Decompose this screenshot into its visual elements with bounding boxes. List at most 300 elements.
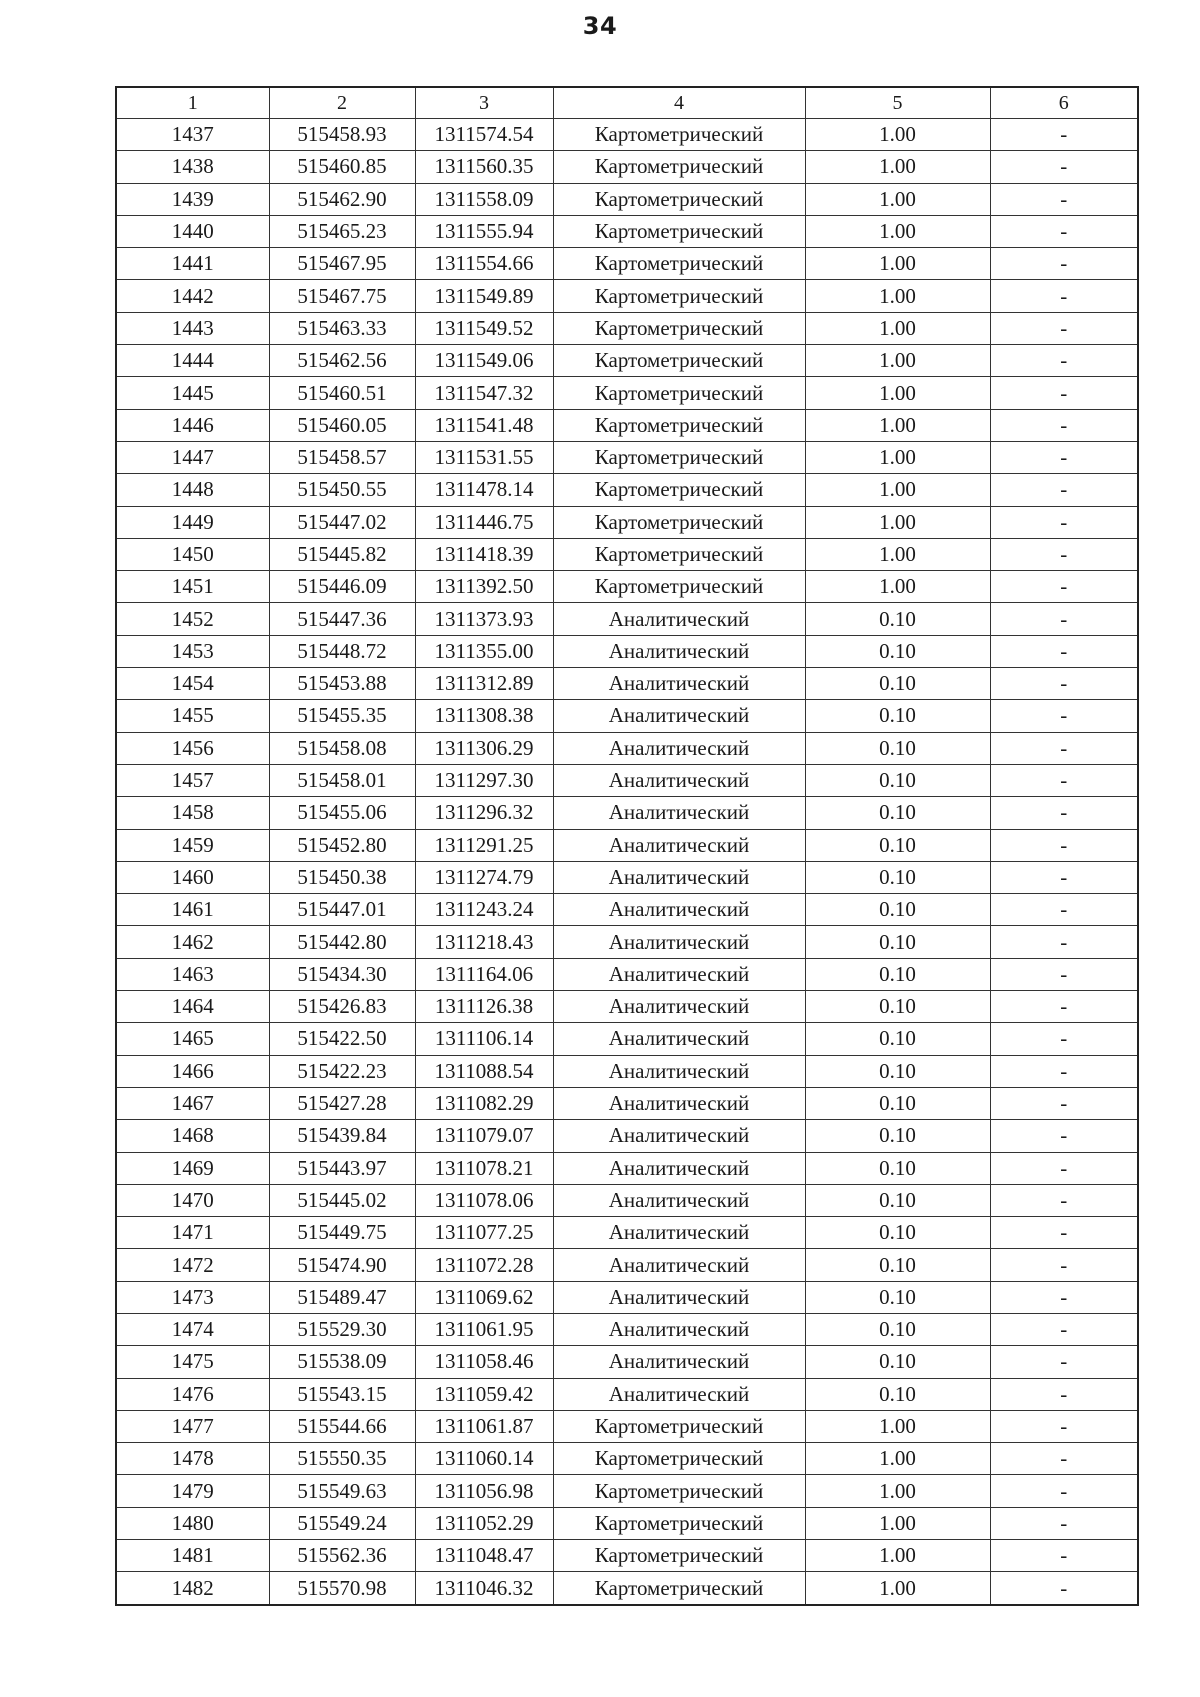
x-coordinate-cell: 515447.01 (269, 894, 415, 926)
y-coordinate-cell: 1311059.42 (415, 1378, 553, 1410)
table-row (116, 409, 1138, 441)
accuracy-cell: 0.10 (805, 991, 990, 1023)
table-row (116, 345, 1138, 377)
x-coordinate-cell: 515544.66 (269, 1410, 415, 1442)
table-row (116, 215, 1138, 247)
y-coordinate-cell: 1311078.06 (415, 1184, 553, 1216)
method-cell: Аналитический (553, 603, 805, 635)
table-row (116, 1540, 1138, 1572)
table-row (116, 1475, 1138, 1507)
table-row (116, 861, 1138, 893)
note-cell: - (990, 894, 1138, 926)
note-cell: - (990, 1475, 1138, 1507)
x-coordinate-cell: 515489.47 (269, 1281, 415, 1313)
note-cell: - (990, 1184, 1138, 1216)
table-row (116, 119, 1138, 151)
accuracy-cell: 0.10 (805, 861, 990, 893)
table-row (116, 1507, 1138, 1539)
x-coordinate-cell: 515455.06 (269, 797, 415, 829)
y-coordinate-cell: 1311312.89 (415, 668, 553, 700)
accuracy-cell: 0.10 (805, 797, 990, 829)
accuracy-cell: 1.00 (805, 409, 990, 441)
accuracy-cell: 1.00 (805, 1572, 990, 1605)
x-coordinate-cell: 515474.90 (269, 1249, 415, 1281)
note-cell: - (990, 1249, 1138, 1281)
y-coordinate-cell: 1311306.29 (415, 732, 553, 764)
point-number-cell: 1469 (116, 1152, 269, 1184)
table-row (116, 280, 1138, 312)
method-cell: Картометрический (553, 248, 805, 280)
table-row (116, 1217, 1138, 1249)
method-cell: Аналитический (553, 1378, 805, 1410)
note-cell: - (990, 926, 1138, 958)
note-cell: - (990, 1410, 1138, 1442)
accuracy-cell: 0.10 (805, 732, 990, 764)
x-coordinate-cell: 515458.01 (269, 764, 415, 796)
point-number-cell: 1444 (116, 345, 269, 377)
method-cell: Аналитический (553, 1087, 805, 1119)
x-coordinate-cell: 515529.30 (269, 1313, 415, 1345)
note-cell: - (990, 1087, 1138, 1119)
accuracy-cell: 1.00 (805, 377, 990, 409)
coordinates-table (115, 86, 1139, 1606)
table-row (116, 1572, 1138, 1605)
method-cell: Картометрический (553, 441, 805, 473)
note-cell: - (990, 1346, 1138, 1378)
table-body (116, 119, 1138, 1605)
y-coordinate-cell: 1311549.06 (415, 345, 553, 377)
table-row (116, 183, 1138, 215)
x-coordinate-cell: 515452.80 (269, 829, 415, 861)
point-number-cell: 1447 (116, 441, 269, 473)
note-cell: - (990, 183, 1138, 215)
accuracy-cell: 1.00 (805, 183, 990, 215)
accuracy-cell: 1.00 (805, 1540, 990, 1572)
x-coordinate-cell: 515439.84 (269, 1120, 415, 1152)
table-row (116, 1055, 1138, 1087)
point-number-cell: 1445 (116, 377, 269, 409)
point-number-cell: 1448 (116, 474, 269, 506)
method-cell: Картометрический (553, 215, 805, 247)
method-cell: Аналитический (553, 1152, 805, 1184)
point-number-cell: 1460 (116, 861, 269, 893)
note-cell: - (990, 861, 1138, 893)
table-row (116, 926, 1138, 958)
table-row (116, 1410, 1138, 1442)
y-coordinate-cell: 1311046.32 (415, 1572, 553, 1605)
point-number-cell: 1470 (116, 1184, 269, 1216)
y-coordinate-cell: 1311060.14 (415, 1443, 553, 1475)
accuracy-cell: 0.10 (805, 1217, 990, 1249)
accuracy-cell: 0.10 (805, 894, 990, 926)
x-coordinate-cell: 515442.80 (269, 926, 415, 958)
column-header-2: 2 (269, 87, 415, 119)
method-cell: Картометрический (553, 1443, 805, 1475)
note-cell: - (990, 280, 1138, 312)
table-row (116, 700, 1138, 732)
method-cell: Аналитический (553, 732, 805, 764)
x-coordinate-cell: 515543.15 (269, 1378, 415, 1410)
accuracy-cell: 1.00 (805, 1410, 990, 1442)
accuracy-cell: 1.00 (805, 1475, 990, 1507)
note-cell: - (990, 345, 1138, 377)
table-row (116, 1120, 1138, 1152)
table-row (116, 377, 1138, 409)
note-cell: - (990, 1281, 1138, 1313)
accuracy-cell: 1.00 (805, 474, 990, 506)
table-row (116, 474, 1138, 506)
note-cell: - (990, 1507, 1138, 1539)
y-coordinate-cell: 1311048.47 (415, 1540, 553, 1572)
point-number-cell: 1458 (116, 797, 269, 829)
note-cell: - (990, 215, 1138, 247)
x-coordinate-cell: 515422.50 (269, 1023, 415, 1055)
method-cell: Аналитический (553, 1023, 805, 1055)
table-row (116, 991, 1138, 1023)
accuracy-cell: 0.10 (805, 958, 990, 990)
method-cell: Картометрический (553, 1572, 805, 1605)
point-number-cell: 1464 (116, 991, 269, 1023)
accuracy-cell: 1.00 (805, 119, 990, 151)
method-cell: Аналитический (553, 797, 805, 829)
point-number-cell: 1439 (116, 183, 269, 215)
point-number-cell: 1482 (116, 1572, 269, 1605)
header-row (116, 87, 1138, 119)
method-cell: Аналитический (553, 926, 805, 958)
y-coordinate-cell: 1311061.87 (415, 1410, 553, 1442)
point-number-cell: 1467 (116, 1087, 269, 1119)
x-coordinate-cell: 515443.97 (269, 1152, 415, 1184)
accuracy-cell: 1.00 (805, 248, 990, 280)
table-row (116, 1023, 1138, 1055)
note-cell: - (990, 409, 1138, 441)
accuracy-cell: 0.10 (805, 1120, 990, 1152)
column-header-5: 5 (805, 87, 990, 119)
point-number-cell: 1463 (116, 958, 269, 990)
method-cell: Картометрический (553, 409, 805, 441)
y-coordinate-cell: 1311531.55 (415, 441, 553, 473)
x-coordinate-cell: 515446.09 (269, 571, 415, 603)
table-row (116, 538, 1138, 570)
x-coordinate-cell: 515460.51 (269, 377, 415, 409)
table-row (116, 571, 1138, 603)
y-coordinate-cell: 1311106.14 (415, 1023, 553, 1055)
note-cell: - (990, 991, 1138, 1023)
y-coordinate-cell: 1311056.98 (415, 1475, 553, 1507)
y-coordinate-cell: 1311418.39 (415, 538, 553, 570)
x-coordinate-cell: 515550.35 (269, 1443, 415, 1475)
y-coordinate-cell: 1311069.62 (415, 1281, 553, 1313)
note-cell: - (990, 151, 1138, 183)
note-cell: - (990, 958, 1138, 990)
point-number-cell: 1473 (116, 1281, 269, 1313)
x-coordinate-cell: 515467.95 (269, 248, 415, 280)
x-coordinate-cell: 515445.02 (269, 1184, 415, 1216)
point-number-cell: 1456 (116, 732, 269, 764)
x-coordinate-cell: 515463.33 (269, 312, 415, 344)
x-coordinate-cell: 515427.28 (269, 1087, 415, 1119)
table-row (116, 668, 1138, 700)
note-cell: - (990, 764, 1138, 796)
y-coordinate-cell: 1311549.89 (415, 280, 553, 312)
method-cell: Аналитический (553, 1346, 805, 1378)
x-coordinate-cell: 515549.63 (269, 1475, 415, 1507)
table-row (116, 797, 1138, 829)
x-coordinate-cell: 515447.36 (269, 603, 415, 635)
point-number-cell: 1476 (116, 1378, 269, 1410)
table-row (116, 441, 1138, 473)
point-number-cell: 1443 (116, 312, 269, 344)
y-coordinate-cell: 1311446.75 (415, 506, 553, 538)
x-coordinate-cell: 515462.90 (269, 183, 415, 215)
method-cell: Картометрический (553, 151, 805, 183)
method-cell: Картометрический (553, 1475, 805, 1507)
accuracy-cell: 0.10 (805, 1378, 990, 1410)
x-coordinate-cell: 515450.38 (269, 861, 415, 893)
method-cell: Картометрический (553, 183, 805, 215)
x-coordinate-cell: 515460.85 (269, 151, 415, 183)
note-cell: - (990, 571, 1138, 603)
x-coordinate-cell: 515460.05 (269, 409, 415, 441)
method-cell: Картометрический (553, 538, 805, 570)
method-cell: Аналитический (553, 894, 805, 926)
note-cell: - (990, 506, 1138, 538)
y-coordinate-cell: 1311555.94 (415, 215, 553, 247)
point-number-cell: 1454 (116, 668, 269, 700)
x-coordinate-cell: 515449.75 (269, 1217, 415, 1249)
table-row (116, 1152, 1138, 1184)
x-coordinate-cell: 515467.75 (269, 280, 415, 312)
accuracy-cell: 0.10 (805, 603, 990, 635)
method-cell: Картометрический (553, 312, 805, 344)
note-cell: - (990, 1055, 1138, 1087)
point-number-cell: 1466 (116, 1055, 269, 1087)
accuracy-cell: 1.00 (805, 538, 990, 570)
note-cell: - (990, 1313, 1138, 1345)
point-number-cell: 1477 (116, 1410, 269, 1442)
method-cell: Картометрический (553, 1410, 805, 1442)
x-coordinate-cell: 515448.72 (269, 635, 415, 667)
note-cell: - (990, 1378, 1138, 1410)
y-coordinate-cell: 1311077.25 (415, 1217, 553, 1249)
y-coordinate-cell: 1311082.29 (415, 1087, 553, 1119)
point-number-cell: 1468 (116, 1120, 269, 1152)
table-row (116, 1346, 1138, 1378)
table-row (116, 506, 1138, 538)
method-cell: Картометрический (553, 345, 805, 377)
point-number-cell: 1461 (116, 894, 269, 926)
note-cell: - (990, 377, 1138, 409)
y-coordinate-cell: 1311541.48 (415, 409, 553, 441)
accuracy-cell: 1.00 (805, 345, 990, 377)
x-coordinate-cell: 515445.82 (269, 538, 415, 570)
accuracy-cell: 1.00 (805, 506, 990, 538)
accuracy-cell: 0.10 (805, 1346, 990, 1378)
y-coordinate-cell: 1311308.38 (415, 700, 553, 732)
method-cell: Аналитический (553, 1055, 805, 1087)
x-coordinate-cell: 515458.57 (269, 441, 415, 473)
point-number-cell: 1438 (116, 151, 269, 183)
note-cell: - (990, 1540, 1138, 1572)
accuracy-cell: 1.00 (805, 441, 990, 473)
note-cell: - (990, 1120, 1138, 1152)
note-cell: - (990, 732, 1138, 764)
accuracy-cell: 1.00 (805, 571, 990, 603)
table-header (116, 87, 1138, 119)
y-coordinate-cell: 1311072.28 (415, 1249, 553, 1281)
x-coordinate-cell: 515422.23 (269, 1055, 415, 1087)
note-cell: - (990, 312, 1138, 344)
point-number-cell: 1472 (116, 1249, 269, 1281)
y-coordinate-cell: 1311560.35 (415, 151, 553, 183)
accuracy-cell: 0.10 (805, 764, 990, 796)
accuracy-cell: 1.00 (805, 1443, 990, 1475)
table-row (116, 312, 1138, 344)
point-number-cell: 1451 (116, 571, 269, 603)
method-cell: Картометрический (553, 571, 805, 603)
method-cell: Аналитический (553, 991, 805, 1023)
x-coordinate-cell: 515465.23 (269, 215, 415, 247)
note-cell: - (990, 441, 1138, 473)
method-cell: Аналитический (553, 1249, 805, 1281)
y-coordinate-cell: 1311547.32 (415, 377, 553, 409)
point-number-cell: 1479 (116, 1475, 269, 1507)
table-row (116, 1443, 1138, 1475)
point-number-cell: 1471 (116, 1217, 269, 1249)
y-coordinate-cell: 1311218.43 (415, 926, 553, 958)
y-coordinate-cell: 1311274.79 (415, 861, 553, 893)
y-coordinate-cell: 1311373.93 (415, 603, 553, 635)
accuracy-cell: 0.10 (805, 1152, 990, 1184)
x-coordinate-cell: 515538.09 (269, 1346, 415, 1378)
x-coordinate-cell: 515462.56 (269, 345, 415, 377)
y-coordinate-cell: 1311079.07 (415, 1120, 553, 1152)
accuracy-cell: 0.10 (805, 1313, 990, 1345)
note-cell: - (990, 1217, 1138, 1249)
note-cell: - (990, 1023, 1138, 1055)
table-row (116, 958, 1138, 990)
method-cell: Картометрический (553, 474, 805, 506)
table-row (116, 732, 1138, 764)
x-coordinate-cell: 515450.55 (269, 474, 415, 506)
method-cell: Картометрический (553, 506, 805, 538)
note-cell: - (990, 1572, 1138, 1605)
y-coordinate-cell: 1311478.14 (415, 474, 553, 506)
x-coordinate-cell: 515458.08 (269, 732, 415, 764)
y-coordinate-cell: 1311392.50 (415, 571, 553, 603)
accuracy-cell: 0.10 (805, 1087, 990, 1119)
point-number-cell: 1440 (116, 215, 269, 247)
method-cell: Аналитический (553, 764, 805, 796)
method-cell: Картометрический (553, 1540, 805, 1572)
point-number-cell: 1457 (116, 764, 269, 796)
point-number-cell: 1480 (116, 1507, 269, 1539)
accuracy-cell: 0.10 (805, 700, 990, 732)
note-cell: - (990, 635, 1138, 667)
y-coordinate-cell: 1311558.09 (415, 183, 553, 215)
accuracy-cell: 0.10 (805, 668, 990, 700)
method-cell: Аналитический (553, 958, 805, 990)
accuracy-cell: 1.00 (805, 215, 990, 247)
method-cell: Аналитический (553, 1281, 805, 1313)
note-cell: - (990, 119, 1138, 151)
table-row (116, 635, 1138, 667)
y-coordinate-cell: 1311126.38 (415, 991, 553, 1023)
x-coordinate-cell: 515458.93 (269, 119, 415, 151)
x-coordinate-cell: 515455.35 (269, 700, 415, 732)
point-number-cell: 1442 (116, 280, 269, 312)
table-row (116, 764, 1138, 796)
x-coordinate-cell: 515570.98 (269, 1572, 415, 1605)
table-row (116, 1378, 1138, 1410)
point-number-cell: 1441 (116, 248, 269, 280)
point-number-cell: 1459 (116, 829, 269, 861)
y-coordinate-cell: 1311297.30 (415, 764, 553, 796)
method-cell: Аналитический (553, 668, 805, 700)
column-header-1: 1 (116, 87, 269, 119)
point-number-cell: 1446 (116, 409, 269, 441)
accuracy-cell: 1.00 (805, 312, 990, 344)
x-coordinate-cell: 515453.88 (269, 668, 415, 700)
method-cell: Аналитический (553, 829, 805, 861)
method-cell: Аналитический (553, 1120, 805, 1152)
accuracy-cell: 0.10 (805, 1184, 990, 1216)
table-row (116, 894, 1138, 926)
method-cell: Аналитический (553, 1217, 805, 1249)
accuracy-cell: 1.00 (805, 1507, 990, 1539)
method-cell: Картометрический (553, 1507, 805, 1539)
accuracy-cell: 0.10 (805, 635, 990, 667)
note-cell: - (990, 829, 1138, 861)
method-cell: Аналитический (553, 1184, 805, 1216)
y-coordinate-cell: 1311574.54 (415, 119, 553, 151)
column-header-4: 4 (553, 87, 805, 119)
table-row (116, 1281, 1138, 1313)
y-coordinate-cell: 1311355.00 (415, 635, 553, 667)
accuracy-cell: 0.10 (805, 1249, 990, 1281)
table-row (116, 603, 1138, 635)
point-number-cell: 1452 (116, 603, 269, 635)
note-cell: - (990, 603, 1138, 635)
x-coordinate-cell: 515426.83 (269, 991, 415, 1023)
x-coordinate-cell: 515434.30 (269, 958, 415, 990)
accuracy-cell: 0.10 (805, 1023, 990, 1055)
accuracy-cell: 0.10 (805, 1281, 990, 1313)
y-coordinate-cell: 1311554.66 (415, 248, 553, 280)
point-number-cell: 1453 (116, 635, 269, 667)
note-cell: - (990, 700, 1138, 732)
point-number-cell: 1437 (116, 119, 269, 151)
note-cell: - (990, 1152, 1138, 1184)
method-cell: Аналитический (553, 861, 805, 893)
y-coordinate-cell: 1311058.46 (415, 1346, 553, 1378)
y-coordinate-cell: 1311549.52 (415, 312, 553, 344)
column-header-6: 6 (990, 87, 1138, 119)
method-cell: Аналитический (553, 1313, 805, 1345)
method-cell: Картометрический (553, 280, 805, 312)
y-coordinate-cell: 1311296.32 (415, 797, 553, 829)
table-row (116, 1087, 1138, 1119)
method-cell: Аналитический (553, 635, 805, 667)
table-row (116, 151, 1138, 183)
point-number-cell: 1455 (116, 700, 269, 732)
method-cell: Картометрический (553, 377, 805, 409)
point-number-cell: 1462 (116, 926, 269, 958)
method-cell: Аналитический (553, 700, 805, 732)
point-number-cell: 1465 (116, 1023, 269, 1055)
x-coordinate-cell: 515562.36 (269, 1540, 415, 1572)
table-row (116, 1249, 1138, 1281)
